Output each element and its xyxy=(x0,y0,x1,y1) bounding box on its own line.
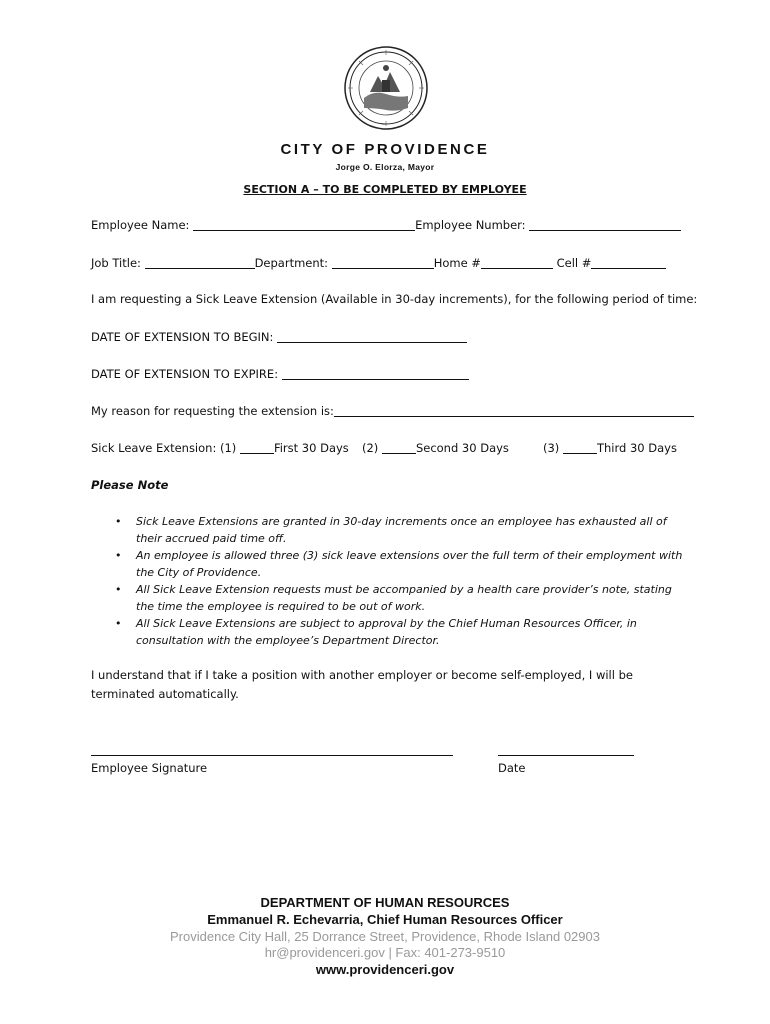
home-label: Home # xyxy=(433,256,481,270)
bullet-icon: • xyxy=(115,583,122,596)
home-phone-field[interactable] xyxy=(481,256,553,269)
reason-row xyxy=(91,404,694,418)
contact-info: hr@providenceri.gov | Fax: 401-273-9510 xyxy=(264,945,506,960)
employee-name-row xyxy=(91,218,681,232)
employee-name-label: Employee Name: xyxy=(91,218,190,232)
extension-row-first xyxy=(91,441,349,455)
job-title-label: Job Title: xyxy=(91,256,141,270)
list-item: • Sick Leave Extensions are granted in 30-day increments once an employee has exhausted all of their accrued paid time off. xyxy=(115,515,667,545)
expire-date-field[interactable] xyxy=(282,367,469,380)
officer-name: Emmanuel R. Echevarria, Chief Human Resources Officer xyxy=(207,912,563,927)
bullet-icon: • xyxy=(115,617,122,630)
notes-list xyxy=(112,513,692,649)
mayor-name: Jorge O. Elorza, Mayor xyxy=(335,162,435,172)
expire-date-row xyxy=(91,367,469,381)
job-title-field[interactable] xyxy=(145,256,255,269)
extension-row-third xyxy=(543,441,677,455)
cell-label: Cell # xyxy=(556,256,592,270)
signature-label: Employee Signature xyxy=(91,761,208,775)
bullet-icon: • xyxy=(115,549,122,562)
date-label: Date xyxy=(498,761,526,775)
begin-date-field[interactable] xyxy=(277,330,467,343)
bullet-icon: • xyxy=(115,515,122,528)
termination-statement: I understand that if I take a position with another employer or become self-employed, I will be terminated automatically. xyxy=(91,668,633,701)
second-prefix: (2) xyxy=(362,441,379,455)
department-label: Department: xyxy=(254,256,329,270)
expire-date-label: DATE OF EXTENSION TO EXPIRE: xyxy=(91,367,279,381)
third-30-days-field[interactable] xyxy=(563,441,597,454)
department-field[interactable] xyxy=(332,256,434,269)
third-30-days-label: Third 30 Days xyxy=(596,441,677,455)
first-30-days-label: First 30 Days xyxy=(273,441,349,455)
extension-row-second xyxy=(362,441,509,455)
date-field[interactable] xyxy=(498,755,634,756)
employee-number-field[interactable] xyxy=(529,218,681,231)
second-30-days-field[interactable] xyxy=(382,441,416,454)
cell-phone-field[interactable] xyxy=(591,256,666,269)
begin-date-label: DATE OF EXTENSION TO BEGIN: xyxy=(91,330,274,344)
employee-number-label: Employee Number: xyxy=(415,218,526,232)
address: Providence City Hall, 25 Dorrance Street, Providence, Rhode Island 02903 xyxy=(170,929,600,944)
website-link[interactable]: www.providenceri.gov xyxy=(315,962,455,977)
city-title: CITY OF PROVIDENCE xyxy=(280,141,490,158)
signature-field[interactable] xyxy=(91,755,453,756)
begin-date-row xyxy=(91,330,467,344)
job-title-row xyxy=(91,256,666,270)
reason-field[interactable] xyxy=(334,404,694,417)
please-note-title: Please Note xyxy=(91,478,169,492)
second-30-days-label: Second 30 Days xyxy=(415,441,509,455)
list-item: • All Sick Leave Extension requests must be accompanied by a health care provider’s note, stating the time the employee is required to be out of work. xyxy=(115,583,672,613)
request-text: I am requesting a Sick Leave Extension (Available in 30-day increments), for the following period of time: xyxy=(91,292,698,306)
first-30-days-field[interactable] xyxy=(240,441,274,454)
city-seal-icon xyxy=(344,46,428,130)
employee-name-field[interactable] xyxy=(193,218,415,231)
extension-label: Sick Leave Extension: (1) xyxy=(91,441,237,455)
third-prefix: (3) xyxy=(543,441,560,455)
section-title: SECTION A – TO BE COMPLETED BY EMPLOYEE xyxy=(243,183,527,196)
department-name: DEPARTMENT OF HUMAN RESOURCES xyxy=(260,895,510,910)
reason-label: My reason for requesting the extension is: xyxy=(91,404,334,418)
list-item: • All Sick Leave Extensions are subject to approval by the Chief Human Resources Officer, in consultation with the employee’s Department Director. xyxy=(115,617,637,647)
list-item: • An employee is allowed three (3) sick leave extensions over the full term of their employment with the City of Providence. xyxy=(115,549,683,579)
